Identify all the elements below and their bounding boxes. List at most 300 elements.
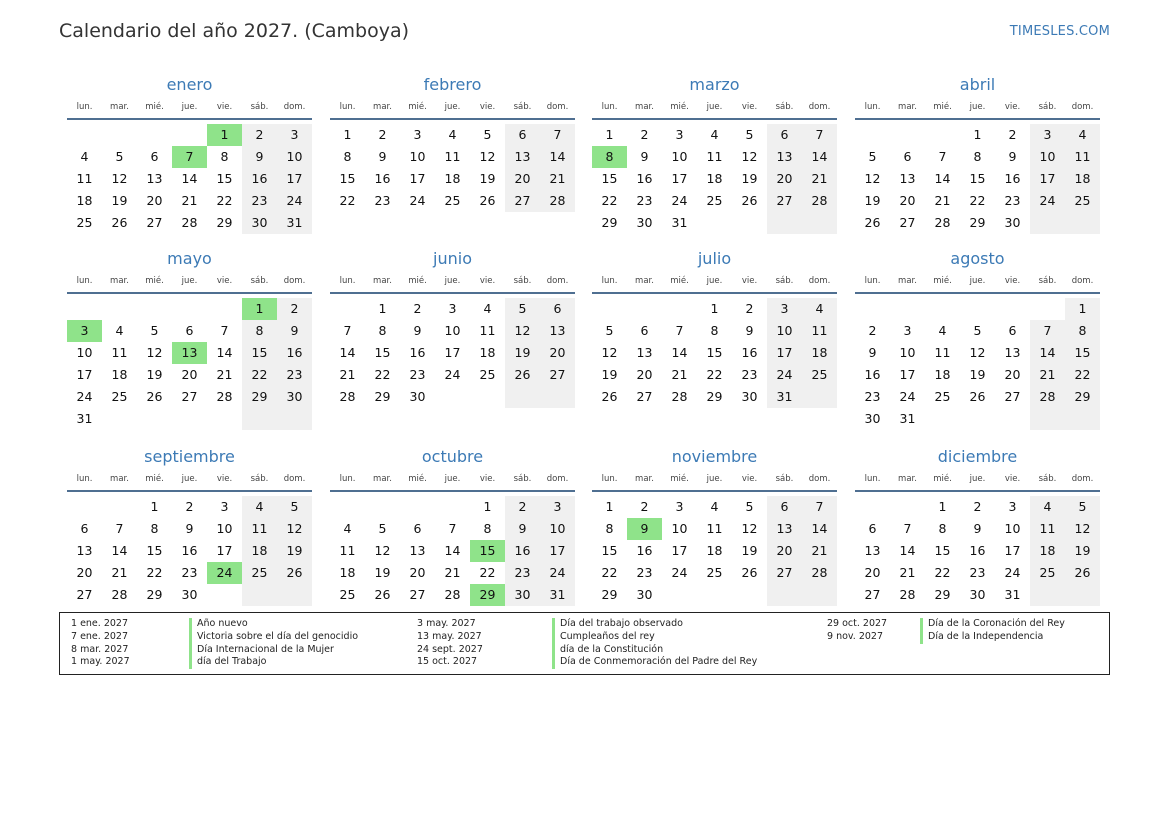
day-cell: 21: [111, 565, 128, 580]
day-cell: 6: [1008, 323, 1017, 338]
day-cell: 28: [111, 587, 128, 602]
empty-cell: [890, 124, 925, 146]
day-cell: 2: [640, 127, 649, 142]
empty-cell: [137, 408, 172, 430]
month-mayo: [67, 248, 312, 430]
weekday-label: vie.: [1004, 102, 1021, 112]
day-cell: 26: [374, 587, 391, 602]
day-cell: 17: [671, 171, 688, 186]
day-cell: 25: [444, 193, 461, 208]
day-cell: 17: [767, 342, 802, 364]
month-title: marzo: [689, 75, 740, 94]
day-cell: 13: [636, 345, 653, 360]
weekday-label: dom.: [283, 276, 306, 286]
month-title: octubre: [421, 447, 484, 466]
day-cell: 24: [1030, 190, 1065, 212]
day-cell: 31: [899, 411, 916, 426]
day-cell: 17: [409, 171, 426, 186]
day-cell: 24: [540, 562, 575, 584]
weekday-label: vie.: [216, 276, 233, 286]
weekday-label: lun.: [864, 276, 881, 286]
day-grid: [330, 496, 575, 606]
weekday-label: vie.: [479, 102, 496, 112]
day-cell: 27: [899, 215, 916, 230]
weekday-label: sáb.: [1038, 276, 1057, 286]
weekday-label: vie.: [741, 474, 758, 484]
weekday-header: [67, 98, 312, 120]
day-cell: 2: [640, 499, 649, 514]
day-cell: 13: [767, 146, 802, 168]
day-cell: 7: [938, 149, 947, 164]
empty-cell: [662, 584, 697, 606]
empty-cell: [330, 298, 365, 320]
holiday-date: 29 oct. 2027: [827, 618, 888, 629]
month-junio: [330, 248, 575, 408]
day-cell: 14: [802, 146, 837, 168]
day-cell: 19: [601, 367, 618, 382]
day-cell: 6: [505, 124, 540, 146]
day-cell: 17: [76, 367, 93, 382]
empty-cell: [995, 408, 1030, 430]
day-cell: 1: [605, 499, 614, 514]
empty-cell: [102, 298, 137, 320]
day-cell: 28: [216, 389, 233, 404]
empty-cell: [435, 496, 470, 518]
day-cell: 10: [671, 521, 688, 536]
weekday-label: jue.: [706, 276, 723, 286]
day-cell: 11: [444, 149, 461, 164]
day-cell: 19: [111, 193, 128, 208]
weekday-header: [592, 470, 837, 492]
day-cell: 28: [1030, 386, 1065, 408]
weekday-label: lun.: [76, 474, 93, 484]
weekday-label: mié.: [145, 474, 164, 484]
weekday-label: mar.: [898, 276, 917, 286]
month-title: julio: [697, 249, 732, 268]
holiday-day-cell: 8: [592, 146, 627, 168]
day-cell: 5: [150, 323, 159, 338]
holiday-dates-col-1: [71, 618, 130, 669]
day-grid: [67, 124, 312, 234]
day-cell: 2: [973, 499, 982, 514]
day-cell: 31: [671, 215, 688, 230]
day-cell: 24: [409, 193, 426, 208]
day-cell: 17: [277, 168, 312, 190]
empty-cell: [627, 298, 662, 320]
day-cell: 18: [339, 565, 356, 580]
day-cell: 15: [601, 171, 618, 186]
day-cell: 18: [706, 543, 723, 558]
site-link[interactable]: TIMESLES.COM: [1009, 24, 1110, 39]
weekday-label: jue.: [969, 276, 986, 286]
day-cell: 20: [767, 168, 802, 190]
day-cell: 3: [675, 127, 684, 142]
empty-cell: [102, 408, 137, 430]
day-cell: 6: [80, 521, 89, 536]
day-cell: 14: [934, 171, 951, 186]
weekday-label: mié.: [670, 102, 689, 112]
day-cell: 14: [540, 146, 575, 168]
weekday-label: mié.: [145, 102, 164, 112]
weekday-label: sáb.: [250, 276, 269, 286]
day-cell: 26: [741, 565, 758, 580]
weekday-header: [592, 272, 837, 294]
day-cell: 28: [802, 562, 837, 584]
day-cell: 12: [146, 345, 163, 360]
day-cell: 13: [864, 543, 881, 558]
month-diciembre: [855, 446, 1100, 606]
weekday-label: dom.: [808, 474, 831, 484]
day-cell: 30: [242, 212, 277, 234]
day-cell: 26: [111, 215, 128, 230]
day-cell: 7: [802, 124, 837, 146]
day-cell: 5: [868, 149, 877, 164]
day-cell: 3: [903, 323, 912, 338]
day-cell: 10: [671, 149, 688, 164]
day-cell: 25: [706, 193, 723, 208]
empty-cell: [855, 124, 890, 146]
day-cell: 16: [242, 168, 277, 190]
day-cell: 22: [479, 565, 496, 580]
month-title: diciembre: [937, 447, 1018, 466]
holiday-day-cell: 1: [242, 298, 277, 320]
holiday-name: día del Trabajo: [197, 656, 267, 668]
day-cell: 28: [540, 190, 575, 212]
empty-cell: [995, 298, 1030, 320]
day-cell: 10: [216, 521, 233, 536]
weekday-label: jue.: [706, 474, 723, 484]
holiday-name: Día de la Independencia: [928, 630, 1044, 642]
day-cell: 19: [505, 342, 540, 364]
day-cell: 3: [448, 301, 457, 316]
holiday-name: Día de Conmemoración del Padre del Rey: [560, 656, 758, 668]
day-cell: 5: [378, 521, 387, 536]
day-cell: 11: [706, 149, 723, 164]
day-grid: [592, 124, 837, 234]
empty-cell: [242, 408, 277, 430]
month-enero: [67, 74, 312, 234]
weekday-header: [330, 272, 575, 294]
weekday-label: dom.: [283, 474, 306, 484]
day-cell: 15: [339, 171, 356, 186]
weekday-label: dom.: [546, 474, 569, 484]
empty-cell: [925, 408, 960, 430]
day-cell: 27: [636, 389, 653, 404]
day-cell: 6: [540, 298, 575, 320]
day-cell: 24: [1004, 565, 1021, 580]
day-cell: 11: [242, 518, 277, 540]
day-grid: [855, 496, 1100, 606]
day-grid: [330, 124, 575, 212]
holiday-name: Día Internacional de la Mujer: [197, 643, 334, 655]
weekday-label: dom.: [1071, 474, 1094, 484]
day-cell: 30: [277, 386, 312, 408]
weekday-label: jue.: [969, 474, 986, 484]
day-cell: 13: [767, 518, 802, 540]
empty-cell: [102, 124, 137, 146]
day-cell: 9: [640, 149, 649, 164]
day-cell: 27: [864, 587, 881, 602]
empty-cell: [697, 212, 732, 234]
day-cell: 25: [1065, 190, 1100, 212]
day-cell: 12: [374, 543, 391, 558]
holiday-names-col-2: [552, 618, 757, 669]
day-grid: [67, 298, 312, 430]
day-cell: 6: [767, 124, 802, 146]
day-cell: 31: [76, 411, 93, 426]
day-cell: 22: [242, 364, 277, 386]
day-cell: 17: [216, 543, 233, 558]
weekday-label: mié.: [670, 474, 689, 484]
page-title: Calendario del año 2027. (Camboya): [59, 20, 410, 42]
month-title: febrero: [423, 75, 482, 94]
day-cell: 16: [864, 367, 881, 382]
weekday-label: jue.: [706, 102, 723, 112]
day-cell: 12: [505, 320, 540, 342]
empty-cell: [435, 386, 470, 408]
day-cell: 24: [671, 193, 688, 208]
holiday-date: 24 sept. 2027: [417, 643, 483, 655]
day-cell: 2: [378, 127, 387, 142]
empty-cell: [242, 584, 277, 606]
day-cell: 20: [864, 565, 881, 580]
day-cell: 22: [601, 193, 618, 208]
day-cell: 2: [242, 124, 277, 146]
day-cell: 8: [1065, 320, 1100, 342]
day-cell: 10: [1030, 146, 1065, 168]
day-cell: 30: [409, 389, 426, 404]
day-cell: 30: [181, 587, 198, 602]
weekday-header: [855, 98, 1100, 120]
day-cell: 8: [710, 323, 719, 338]
day-cell: 5: [505, 298, 540, 320]
holiday-date: 13 may. 2027: [417, 630, 482, 642]
holiday-date: 9 nov. 2027: [827, 630, 883, 642]
day-cell: 27: [505, 190, 540, 212]
weekday-label: sáb.: [775, 102, 794, 112]
day-cell: 24: [76, 389, 93, 404]
day-cell: 14: [216, 345, 233, 360]
day-cell: 30: [741, 389, 758, 404]
day-cell: 20: [146, 193, 163, 208]
day-cell: 15: [969, 171, 986, 186]
empty-cell: [330, 496, 365, 518]
weekday-label: mar.: [635, 102, 654, 112]
weekday-label: vie.: [1004, 474, 1021, 484]
day-cell: 23: [409, 367, 426, 382]
day-cell: 17: [444, 345, 461, 360]
day-cell: 7: [675, 323, 684, 338]
day-cell: 10: [409, 149, 426, 164]
weekday-label: sáb.: [513, 276, 532, 286]
day-cell: 18: [706, 171, 723, 186]
day-cell: 16: [741, 345, 758, 360]
day-grid: [330, 298, 575, 408]
day-cell: 18: [934, 367, 951, 382]
weekday-label: mié.: [145, 276, 164, 286]
day-cell: 7: [115, 521, 124, 536]
weekday-label: vie.: [216, 474, 233, 484]
empty-cell: [137, 124, 172, 146]
weekday-label: mié.: [408, 276, 427, 286]
day-cell: 17: [1004, 543, 1021, 558]
day-grid: [855, 124, 1100, 234]
holiday-names-col-1: [189, 618, 358, 669]
day-cell: 12: [111, 171, 128, 186]
day-cell: 9: [378, 149, 387, 164]
day-cell: 23: [505, 562, 540, 584]
day-cell: 26: [146, 389, 163, 404]
day-cell: 19: [969, 367, 986, 382]
weekday-label: dom.: [283, 102, 306, 112]
day-cell: 9: [413, 323, 422, 338]
day-cell: 29: [601, 587, 618, 602]
day-cell: 16: [409, 345, 426, 360]
day-cell: 28: [899, 587, 916, 602]
day-cell: 17: [1030, 168, 1065, 190]
day-cell: 13: [76, 543, 93, 558]
day-cell: 6: [150, 149, 159, 164]
day-cell: 4: [710, 499, 719, 514]
day-cell: 31: [277, 212, 312, 234]
day-cell: 4: [80, 149, 89, 164]
weekday-header: [330, 470, 575, 492]
weekday-label: dom.: [1071, 102, 1094, 112]
empty-cell: [662, 298, 697, 320]
day-cell: 12: [741, 149, 758, 164]
empty-cell: [925, 124, 960, 146]
day-cell: 10: [899, 345, 916, 360]
holiday-date: 8 mar. 2027: [71, 643, 129, 655]
month-febrero: [330, 74, 575, 212]
day-cell: 5: [483, 127, 492, 142]
day-grid: [855, 298, 1100, 430]
weekday-label: lun.: [601, 276, 618, 286]
day-cell: 21: [339, 367, 356, 382]
day-cell: 22: [706, 367, 723, 382]
day-cell: 11: [76, 171, 93, 186]
day-cell: 28: [934, 215, 951, 230]
day-cell: 25: [111, 389, 128, 404]
day-cell: 28: [802, 190, 837, 212]
day-cell: 26: [741, 193, 758, 208]
day-cell: 19: [479, 171, 496, 186]
day-cell: 4: [802, 298, 837, 320]
day-cell: 28: [181, 215, 198, 230]
day-cell: 13: [409, 543, 426, 558]
day-cell: 9: [1008, 149, 1017, 164]
empty-cell: [732, 212, 767, 234]
empty-cell: [802, 584, 837, 606]
day-cell: 19: [146, 367, 163, 382]
day-cell: 17: [671, 543, 688, 558]
day-cell: 20: [767, 540, 802, 562]
empty-cell: [67, 298, 102, 320]
day-cell: 24: [444, 367, 461, 382]
day-cell: 8: [938, 521, 947, 536]
day-cell: 30: [1004, 215, 1021, 230]
weekday-label: jue.: [444, 474, 461, 484]
day-cell: 27: [146, 215, 163, 230]
day-cell: 18: [1030, 540, 1065, 562]
day-cell: 28: [339, 389, 356, 404]
empty-cell: [277, 408, 312, 430]
day-cell: 3: [413, 127, 422, 142]
day-cell: 19: [741, 543, 758, 558]
day-cell: 19: [864, 193, 881, 208]
day-cell: 1: [605, 127, 614, 142]
day-grid: [592, 496, 837, 606]
weekday-label: dom.: [546, 102, 569, 112]
day-cell: 9: [242, 146, 277, 168]
weekday-label: dom.: [808, 276, 831, 286]
empty-cell: [1030, 584, 1065, 606]
month-title: agosto: [950, 249, 1005, 268]
empty-cell: [855, 496, 890, 518]
day-cell: 23: [636, 193, 653, 208]
day-cell: 3: [220, 499, 229, 514]
day-cell: 3: [1008, 499, 1017, 514]
weekday-label: mié.: [670, 276, 689, 286]
day-cell: 16: [969, 543, 986, 558]
day-grid: [67, 496, 312, 606]
day-cell: 12: [864, 171, 881, 186]
day-cell: 4: [343, 521, 352, 536]
weekday-label: lun.: [339, 474, 356, 484]
day-cell: 11: [1030, 518, 1065, 540]
weekday-label: mar.: [635, 474, 654, 484]
day-cell: 14: [671, 345, 688, 360]
day-cell: 26: [277, 562, 312, 584]
day-cell: 9: [745, 323, 754, 338]
weekday-header: [330, 98, 575, 120]
weekday-label: vie.: [741, 102, 758, 112]
weekday-label: mar.: [373, 276, 392, 286]
empty-cell: [137, 298, 172, 320]
day-cell: 1: [938, 499, 947, 514]
day-cell: 24: [899, 389, 916, 404]
empty-cell: [925, 298, 960, 320]
day-cell: 8: [150, 521, 159, 536]
day-cell: 21: [540, 168, 575, 190]
day-cell: 21: [1030, 364, 1065, 386]
day-cell: 20: [1004, 367, 1021, 382]
day-cell: 1: [150, 499, 159, 514]
day-cell: 16: [636, 543, 653, 558]
empty-cell: [1065, 212, 1100, 234]
day-cell: 23: [864, 389, 881, 404]
day-cell: 3: [540, 496, 575, 518]
day-cell: 7: [220, 323, 229, 338]
weekday-label: lun.: [864, 102, 881, 112]
day-cell: 29: [374, 389, 391, 404]
empty-cell: [102, 496, 137, 518]
day-cell: 30: [505, 584, 540, 606]
day-cell: 17: [899, 367, 916, 382]
day-cell: 29: [969, 215, 986, 230]
empty-cell: [802, 212, 837, 234]
day-cell: 16: [181, 543, 198, 558]
day-cell: 20: [76, 565, 93, 580]
weekday-label: jue.: [444, 276, 461, 286]
day-cell: 16: [636, 171, 653, 186]
holiday-dates-col-3: [827, 618, 887, 644]
day-cell: 18: [242, 540, 277, 562]
day-cell: 4: [483, 301, 492, 316]
day-cell: 9: [277, 320, 312, 342]
holiday-name: Victoria sobre el día del genocidio: [197, 630, 359, 642]
day-cell: 3: [675, 499, 684, 514]
